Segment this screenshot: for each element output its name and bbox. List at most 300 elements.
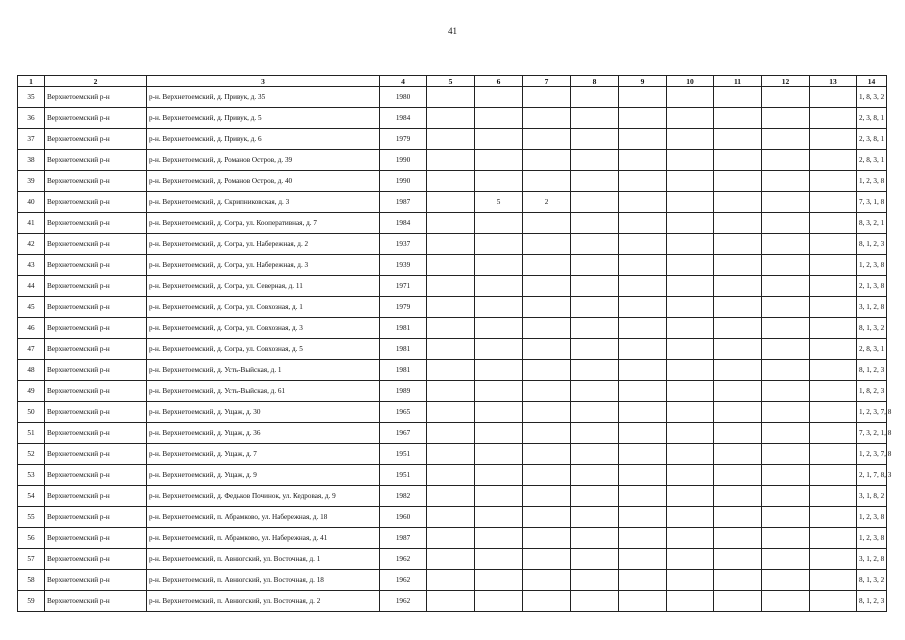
codes-cell: 2, 8, 3, 1 xyxy=(857,150,887,171)
row-number-cell: 51 xyxy=(18,423,45,444)
column-header-13: 13 xyxy=(810,76,857,87)
address-cell: р-н. Верхнетоемский, д. Согра, ул. Совхозная, д. 5 xyxy=(147,339,380,360)
year-cell: 1965 xyxy=(380,402,427,423)
column-9-cell xyxy=(619,87,667,108)
table-row xyxy=(18,255,887,276)
column-6-cell xyxy=(475,381,523,402)
column-8-cell xyxy=(571,318,619,339)
address-cell: р-н. Верхнетоемский, д. Усть-Выйская, д. 1 xyxy=(147,360,380,381)
address-cell: р-н. Верхнетоемский, д. Ущаж, д. 30 xyxy=(147,402,380,423)
column-6-cell xyxy=(475,549,523,570)
address-cell: р-н. Верхнетоемский, д. Согра, ул. Северная, д. 11 xyxy=(147,276,380,297)
column-10-cell xyxy=(667,276,714,297)
column-7-cell xyxy=(523,276,571,297)
address-cell: р-н. Верхнетоемский, д. Привук, д. 35 xyxy=(147,87,380,108)
column-8-cell xyxy=(571,297,619,318)
year-cell: 1987 xyxy=(380,192,427,213)
table-row xyxy=(18,234,887,255)
column-8-cell xyxy=(571,150,619,171)
column-13-cell xyxy=(810,360,857,381)
column-9-cell xyxy=(619,213,667,234)
column-5-cell xyxy=(427,234,475,255)
column-12-cell xyxy=(762,192,810,213)
column-9-cell xyxy=(619,234,667,255)
column-13-cell xyxy=(810,528,857,549)
column-8-cell xyxy=(571,549,619,570)
column-8-cell xyxy=(571,171,619,192)
row-number-cell: 43 xyxy=(18,255,45,276)
row-number-cell: 56 xyxy=(18,528,45,549)
row-number-cell: 58 xyxy=(18,570,45,591)
column-9-cell xyxy=(619,507,667,528)
column-7-cell xyxy=(523,360,571,381)
year-cell: 1971 xyxy=(380,276,427,297)
address-cell: р-н. Верхнетоемский, д. Романов Остров, д. 39 xyxy=(147,150,380,171)
table-row xyxy=(18,339,887,360)
column-5-cell xyxy=(427,444,475,465)
column-6-cell xyxy=(475,570,523,591)
column-header-4: 4 xyxy=(380,76,427,87)
column-5-cell xyxy=(427,528,475,549)
address-cell: р-н. Верхнетоемский, п. Авнюгский, ул. Восточная, д. 18 xyxy=(147,570,380,591)
column-6-cell xyxy=(475,297,523,318)
column-11-cell xyxy=(714,213,762,234)
column-10-cell xyxy=(667,444,714,465)
district-cell: Верхнетоемский р-н xyxy=(45,528,147,549)
column-9-cell xyxy=(619,423,667,444)
column-13-cell xyxy=(810,507,857,528)
column-9-cell xyxy=(619,276,667,297)
row-number-cell: 50 xyxy=(18,402,45,423)
column-header-10: 10 xyxy=(667,76,714,87)
year-cell: 1982 xyxy=(380,486,427,507)
column-8-cell xyxy=(571,192,619,213)
column-6-cell xyxy=(475,171,523,192)
row-number-cell: 49 xyxy=(18,381,45,402)
column-12-cell xyxy=(762,297,810,318)
column-7-cell xyxy=(523,570,571,591)
column-11-cell xyxy=(714,276,762,297)
column-6-cell xyxy=(475,276,523,297)
column-8-cell xyxy=(571,129,619,150)
district-cell: Верхнетоемский р-н xyxy=(45,570,147,591)
column-9-cell xyxy=(619,486,667,507)
row-number-cell: 37 xyxy=(18,129,45,150)
column-9-cell xyxy=(619,381,667,402)
column-6-cell xyxy=(475,591,523,612)
row-number-cell: 55 xyxy=(18,507,45,528)
column-5-cell xyxy=(427,465,475,486)
column-11-cell xyxy=(714,381,762,402)
district-cell: Верхнетоемский р-н xyxy=(45,591,147,612)
column-7-cell xyxy=(523,129,571,150)
table-row xyxy=(18,423,887,444)
column-12-cell xyxy=(762,276,810,297)
table-row xyxy=(18,192,887,213)
column-header-7: 7 xyxy=(523,76,571,87)
column-9-cell xyxy=(619,192,667,213)
column-11-cell xyxy=(714,465,762,486)
address-cell: р-н. Верхнетоемский, д. Ущаж, д. 7 xyxy=(147,444,380,465)
column-header-11: 11 xyxy=(714,76,762,87)
year-cell: 1962 xyxy=(380,570,427,591)
year-cell: 1980 xyxy=(380,87,427,108)
column-11-cell xyxy=(714,507,762,528)
column-10-cell xyxy=(667,360,714,381)
column-9-cell xyxy=(619,318,667,339)
column-11-cell xyxy=(714,255,762,276)
column-10-cell xyxy=(667,591,714,612)
column-6-cell xyxy=(475,129,523,150)
column-8-cell xyxy=(571,108,619,129)
table-row xyxy=(18,549,887,570)
column-10-cell xyxy=(667,255,714,276)
column-10-cell xyxy=(667,423,714,444)
codes-cell: 8, 1, 3, 2 xyxy=(857,570,887,591)
column-12-cell xyxy=(762,108,810,129)
column-header-14: 14 xyxy=(857,76,887,87)
column-8-cell xyxy=(571,276,619,297)
column-8-cell xyxy=(571,402,619,423)
codes-cell: 1, 2, 3, 8 xyxy=(857,255,887,276)
column-5-cell xyxy=(427,171,475,192)
year-cell: 1989 xyxy=(380,381,427,402)
table-row xyxy=(18,318,887,339)
page-number: 41 xyxy=(448,26,457,36)
column-9-cell xyxy=(619,171,667,192)
year-cell: 1979 xyxy=(380,297,427,318)
row-number-cell: 42 xyxy=(18,234,45,255)
year-cell: 1951 xyxy=(380,444,427,465)
year-cell: 1951 xyxy=(380,465,427,486)
column-8-cell xyxy=(571,528,619,549)
column-11-cell xyxy=(714,150,762,171)
column-11-cell xyxy=(714,549,762,570)
column-9-cell xyxy=(619,591,667,612)
column-8-cell xyxy=(571,423,619,444)
address-cell: р-н. Верхнетоемский, д. Привук, д. 5 xyxy=(147,108,380,129)
district-cell: Верхнетоемский р-н xyxy=(45,360,147,381)
column-12-cell xyxy=(762,444,810,465)
table-row xyxy=(18,297,887,318)
address-cell: р-н. Верхнетоемский, д. Привук, д. 6 xyxy=(147,129,380,150)
column-12-cell xyxy=(762,360,810,381)
district-cell: Верхнетоемский р-н xyxy=(45,87,147,108)
column-10-cell xyxy=(667,213,714,234)
column-13-cell xyxy=(810,549,857,570)
column-6-cell xyxy=(475,402,523,423)
column-13-cell xyxy=(810,108,857,129)
column-12-cell xyxy=(762,129,810,150)
codes-cell: 2, 1, 3, 8 xyxy=(857,276,887,297)
codes-cell: 1, 2, 3, 8 xyxy=(857,528,887,549)
column-7-cell xyxy=(523,507,571,528)
table-row xyxy=(18,360,887,381)
district-cell: Верхнетоемский р-н xyxy=(45,423,147,444)
codes-cell: 1, 2, 3, 8 xyxy=(857,507,887,528)
column-5-cell xyxy=(427,381,475,402)
year-cell: 1981 xyxy=(380,339,427,360)
column-11-cell xyxy=(714,444,762,465)
column-9-cell xyxy=(619,339,667,360)
column-6-cell xyxy=(475,444,523,465)
column-7-cell xyxy=(523,486,571,507)
column-13-cell xyxy=(810,591,857,612)
codes-cell: 7, 3, 2, 1, 8 xyxy=(857,423,887,444)
column-12-cell xyxy=(762,591,810,612)
column-13-cell xyxy=(810,171,857,192)
district-cell: Верхнетоемский р-н xyxy=(45,381,147,402)
column-12-cell xyxy=(762,381,810,402)
column-6-cell xyxy=(475,255,523,276)
column-6-cell xyxy=(475,339,523,360)
codes-cell: 2, 1, 7, 8, 3 xyxy=(857,465,887,486)
column-7-cell xyxy=(523,108,571,129)
table-row xyxy=(18,276,887,297)
column-7-cell xyxy=(523,381,571,402)
row-number-cell: 57 xyxy=(18,549,45,570)
address-cell: р-н. Верхнетоемский, п. Авнюгский, ул. Восточная, д. 2 xyxy=(147,591,380,612)
column-5-cell xyxy=(427,507,475,528)
column-5-cell xyxy=(427,297,475,318)
column-10-cell xyxy=(667,486,714,507)
column-13-cell xyxy=(810,381,857,402)
table-body xyxy=(18,87,892,612)
column-5-cell xyxy=(427,108,475,129)
column-9-cell xyxy=(619,528,667,549)
row-number-cell: 48 xyxy=(18,360,45,381)
row-number-cell: 54 xyxy=(18,486,45,507)
column-6-cell: 5 xyxy=(475,192,523,213)
row-number-cell: 44 xyxy=(18,276,45,297)
column-6-cell xyxy=(475,507,523,528)
column-11-cell xyxy=(714,402,762,423)
column-13-cell xyxy=(810,402,857,423)
table-row xyxy=(18,150,887,171)
address-cell: р-н. Верхнетоемский, д. Усть-Выйская, д. 61 xyxy=(147,381,380,402)
column-9-cell xyxy=(619,465,667,486)
year-cell: 1984 xyxy=(380,213,427,234)
codes-cell: 7, 3, 1, 8 xyxy=(857,192,887,213)
column-8-cell xyxy=(571,339,619,360)
column-9-cell xyxy=(619,108,667,129)
column-12-cell xyxy=(762,318,810,339)
column-11-cell xyxy=(714,591,762,612)
column-8-cell xyxy=(571,87,619,108)
codes-cell: 8, 1, 2, 3 xyxy=(857,234,887,255)
column-8-cell xyxy=(571,507,619,528)
address-cell: р-н. Верхнетоемский, д. Согра, ул. Набережная, д. 2 xyxy=(147,234,380,255)
column-10-cell xyxy=(667,171,714,192)
codes-cell: 2, 8, 3, 1 xyxy=(857,339,887,360)
address-cell: р-н. Верхнетоемский, д. Романов Остров, д. 40 xyxy=(147,171,380,192)
column-10-cell xyxy=(667,108,714,129)
year-cell: 1990 xyxy=(380,171,427,192)
column-10-cell xyxy=(667,528,714,549)
column-10-cell xyxy=(667,150,714,171)
row-number-cell: 40 xyxy=(18,192,45,213)
column-9-cell xyxy=(619,360,667,381)
column-11-cell xyxy=(714,423,762,444)
column-6-cell xyxy=(475,360,523,381)
column-7-cell xyxy=(523,465,571,486)
column-12-cell xyxy=(762,150,810,171)
district-cell: Верхнетоемский р-н xyxy=(45,129,147,150)
column-header-12: 12 xyxy=(762,76,810,87)
column-5-cell xyxy=(427,570,475,591)
row-number-cell: 39 xyxy=(18,171,45,192)
column-8-cell xyxy=(571,591,619,612)
column-13-cell xyxy=(810,234,857,255)
column-header-2: 2 xyxy=(45,76,147,87)
column-10-cell xyxy=(667,87,714,108)
district-cell: Верхнетоемский р-н xyxy=(45,507,147,528)
column-10-cell xyxy=(667,549,714,570)
codes-cell: 8, 1, 2, 3 xyxy=(857,360,887,381)
address-cell: р-н. Верхнетоемский, д. Ущаж, д. 36 xyxy=(147,423,380,444)
column-8-cell xyxy=(571,570,619,591)
address-cell: р-н. Верхнетоемский, д. Согра, ул. Совхозная, д. 3 xyxy=(147,318,380,339)
column-header-1: 1 xyxy=(18,76,45,87)
column-8-cell xyxy=(571,444,619,465)
column-5-cell xyxy=(427,255,475,276)
column-8-cell xyxy=(571,255,619,276)
column-5-cell xyxy=(427,486,475,507)
column-6-cell xyxy=(475,465,523,486)
column-5-cell xyxy=(427,360,475,381)
column-7-cell xyxy=(523,318,571,339)
table-row xyxy=(18,171,887,192)
table-row xyxy=(18,87,887,108)
address-cell: р-н. Верхнетоемский, п. Абрамково, ул. Набережная, д. 41 xyxy=(147,528,380,549)
column-12-cell xyxy=(762,213,810,234)
column-10-cell xyxy=(667,297,714,318)
column-13-cell xyxy=(810,339,857,360)
year-cell: 1987 xyxy=(380,528,427,549)
address-cell: р-н. Верхнетоемский, п. Абрамково, ул. Набережная, д. 18 xyxy=(147,507,380,528)
column-9-cell xyxy=(619,549,667,570)
column-10-cell xyxy=(667,318,714,339)
column-10-cell xyxy=(667,507,714,528)
column-11-cell xyxy=(714,528,762,549)
column-5-cell xyxy=(427,318,475,339)
column-7-cell xyxy=(523,213,571,234)
column-9-cell xyxy=(619,255,667,276)
column-6-cell xyxy=(475,318,523,339)
column-12-cell xyxy=(762,339,810,360)
column-10-cell xyxy=(667,465,714,486)
column-6-cell xyxy=(475,234,523,255)
district-cell: Верхнетоемский р-н xyxy=(45,402,147,423)
column-5-cell xyxy=(427,213,475,234)
address-cell: р-н. Верхнетоемский, д. Согра, ул. Кооперативная, д. 7 xyxy=(147,213,380,234)
row-number-cell: 59 xyxy=(18,591,45,612)
column-13-cell xyxy=(810,444,857,465)
column-13-cell xyxy=(810,486,857,507)
column-8-cell xyxy=(571,213,619,234)
column-13-cell xyxy=(810,465,857,486)
column-10-cell xyxy=(667,339,714,360)
address-cell: р-н. Верхнетоемский, д. Федьков Починок, ул. Кедровая, д. 9 xyxy=(147,486,380,507)
table-row xyxy=(18,381,887,402)
column-9-cell xyxy=(619,570,667,591)
year-cell: 1990 xyxy=(380,150,427,171)
column-7-cell xyxy=(523,402,571,423)
column-10-cell xyxy=(667,402,714,423)
codes-cell: 3, 1, 8, 2 xyxy=(857,486,887,507)
column-13-cell xyxy=(810,129,857,150)
column-5-cell xyxy=(427,339,475,360)
column-5-cell xyxy=(427,549,475,570)
column-7-cell xyxy=(523,444,571,465)
year-cell: 1937 xyxy=(380,234,427,255)
column-11-cell xyxy=(714,360,762,381)
column-7-cell xyxy=(523,150,571,171)
table-row xyxy=(18,591,887,612)
address-cell: р-н. Верхнетоемский, д. Согра, ул. Набережная, д. 3 xyxy=(147,255,380,276)
column-7-cell xyxy=(523,549,571,570)
column-9-cell xyxy=(619,297,667,318)
table-row xyxy=(18,444,887,465)
year-cell: 1962 xyxy=(380,591,427,612)
column-12-cell xyxy=(762,528,810,549)
column-5-cell xyxy=(427,87,475,108)
column-10-cell xyxy=(667,381,714,402)
codes-cell: 1, 8, 3, 2 xyxy=(857,87,887,108)
column-6-cell xyxy=(475,150,523,171)
codes-cell: 2, 3, 8, 1 xyxy=(857,108,887,129)
column-7-cell xyxy=(523,591,571,612)
table-row xyxy=(18,213,887,234)
column-5-cell xyxy=(427,192,475,213)
column-8-cell xyxy=(571,486,619,507)
column-header-9: 9 xyxy=(619,76,667,87)
year-cell: 1979 xyxy=(380,129,427,150)
codes-cell: 3, 1, 2, 8 xyxy=(857,549,887,570)
year-cell: 1981 xyxy=(380,318,427,339)
column-7-cell xyxy=(523,234,571,255)
column-8-cell xyxy=(571,381,619,402)
codes-cell: 2, 3, 8, 1 xyxy=(857,129,887,150)
column-13-cell xyxy=(810,150,857,171)
column-header-5: 5 xyxy=(427,76,475,87)
table-row xyxy=(18,129,887,150)
column-10-cell xyxy=(667,129,714,150)
district-cell: Верхнетоемский р-н xyxy=(45,192,147,213)
column-11-cell xyxy=(714,87,762,108)
year-cell: 1962 xyxy=(380,549,427,570)
address-cell: р-н. Верхнетоемский, п. Авнюгский, ул. Восточная, д. 1 xyxy=(147,549,380,570)
district-cell: Верхнетоемский р-н xyxy=(45,255,147,276)
column-header-8: 8 xyxy=(571,76,619,87)
column-7-cell xyxy=(523,87,571,108)
column-11-cell xyxy=(714,108,762,129)
codes-cell: 8, 1, 3, 2 xyxy=(857,318,887,339)
codes-cell: 8, 1, 2, 3 xyxy=(857,591,887,612)
column-6-cell xyxy=(475,87,523,108)
table-row xyxy=(18,528,887,549)
column-13-cell xyxy=(810,297,857,318)
column-5-cell xyxy=(427,129,475,150)
column-13-cell xyxy=(810,570,857,591)
row-number-cell: 36 xyxy=(18,108,45,129)
district-cell: Верхнетоемский р-н xyxy=(45,297,147,318)
column-12-cell xyxy=(762,255,810,276)
row-number-cell: 47 xyxy=(18,339,45,360)
column-11-cell xyxy=(714,570,762,591)
column-7-cell xyxy=(523,339,571,360)
column-11-cell xyxy=(714,318,762,339)
